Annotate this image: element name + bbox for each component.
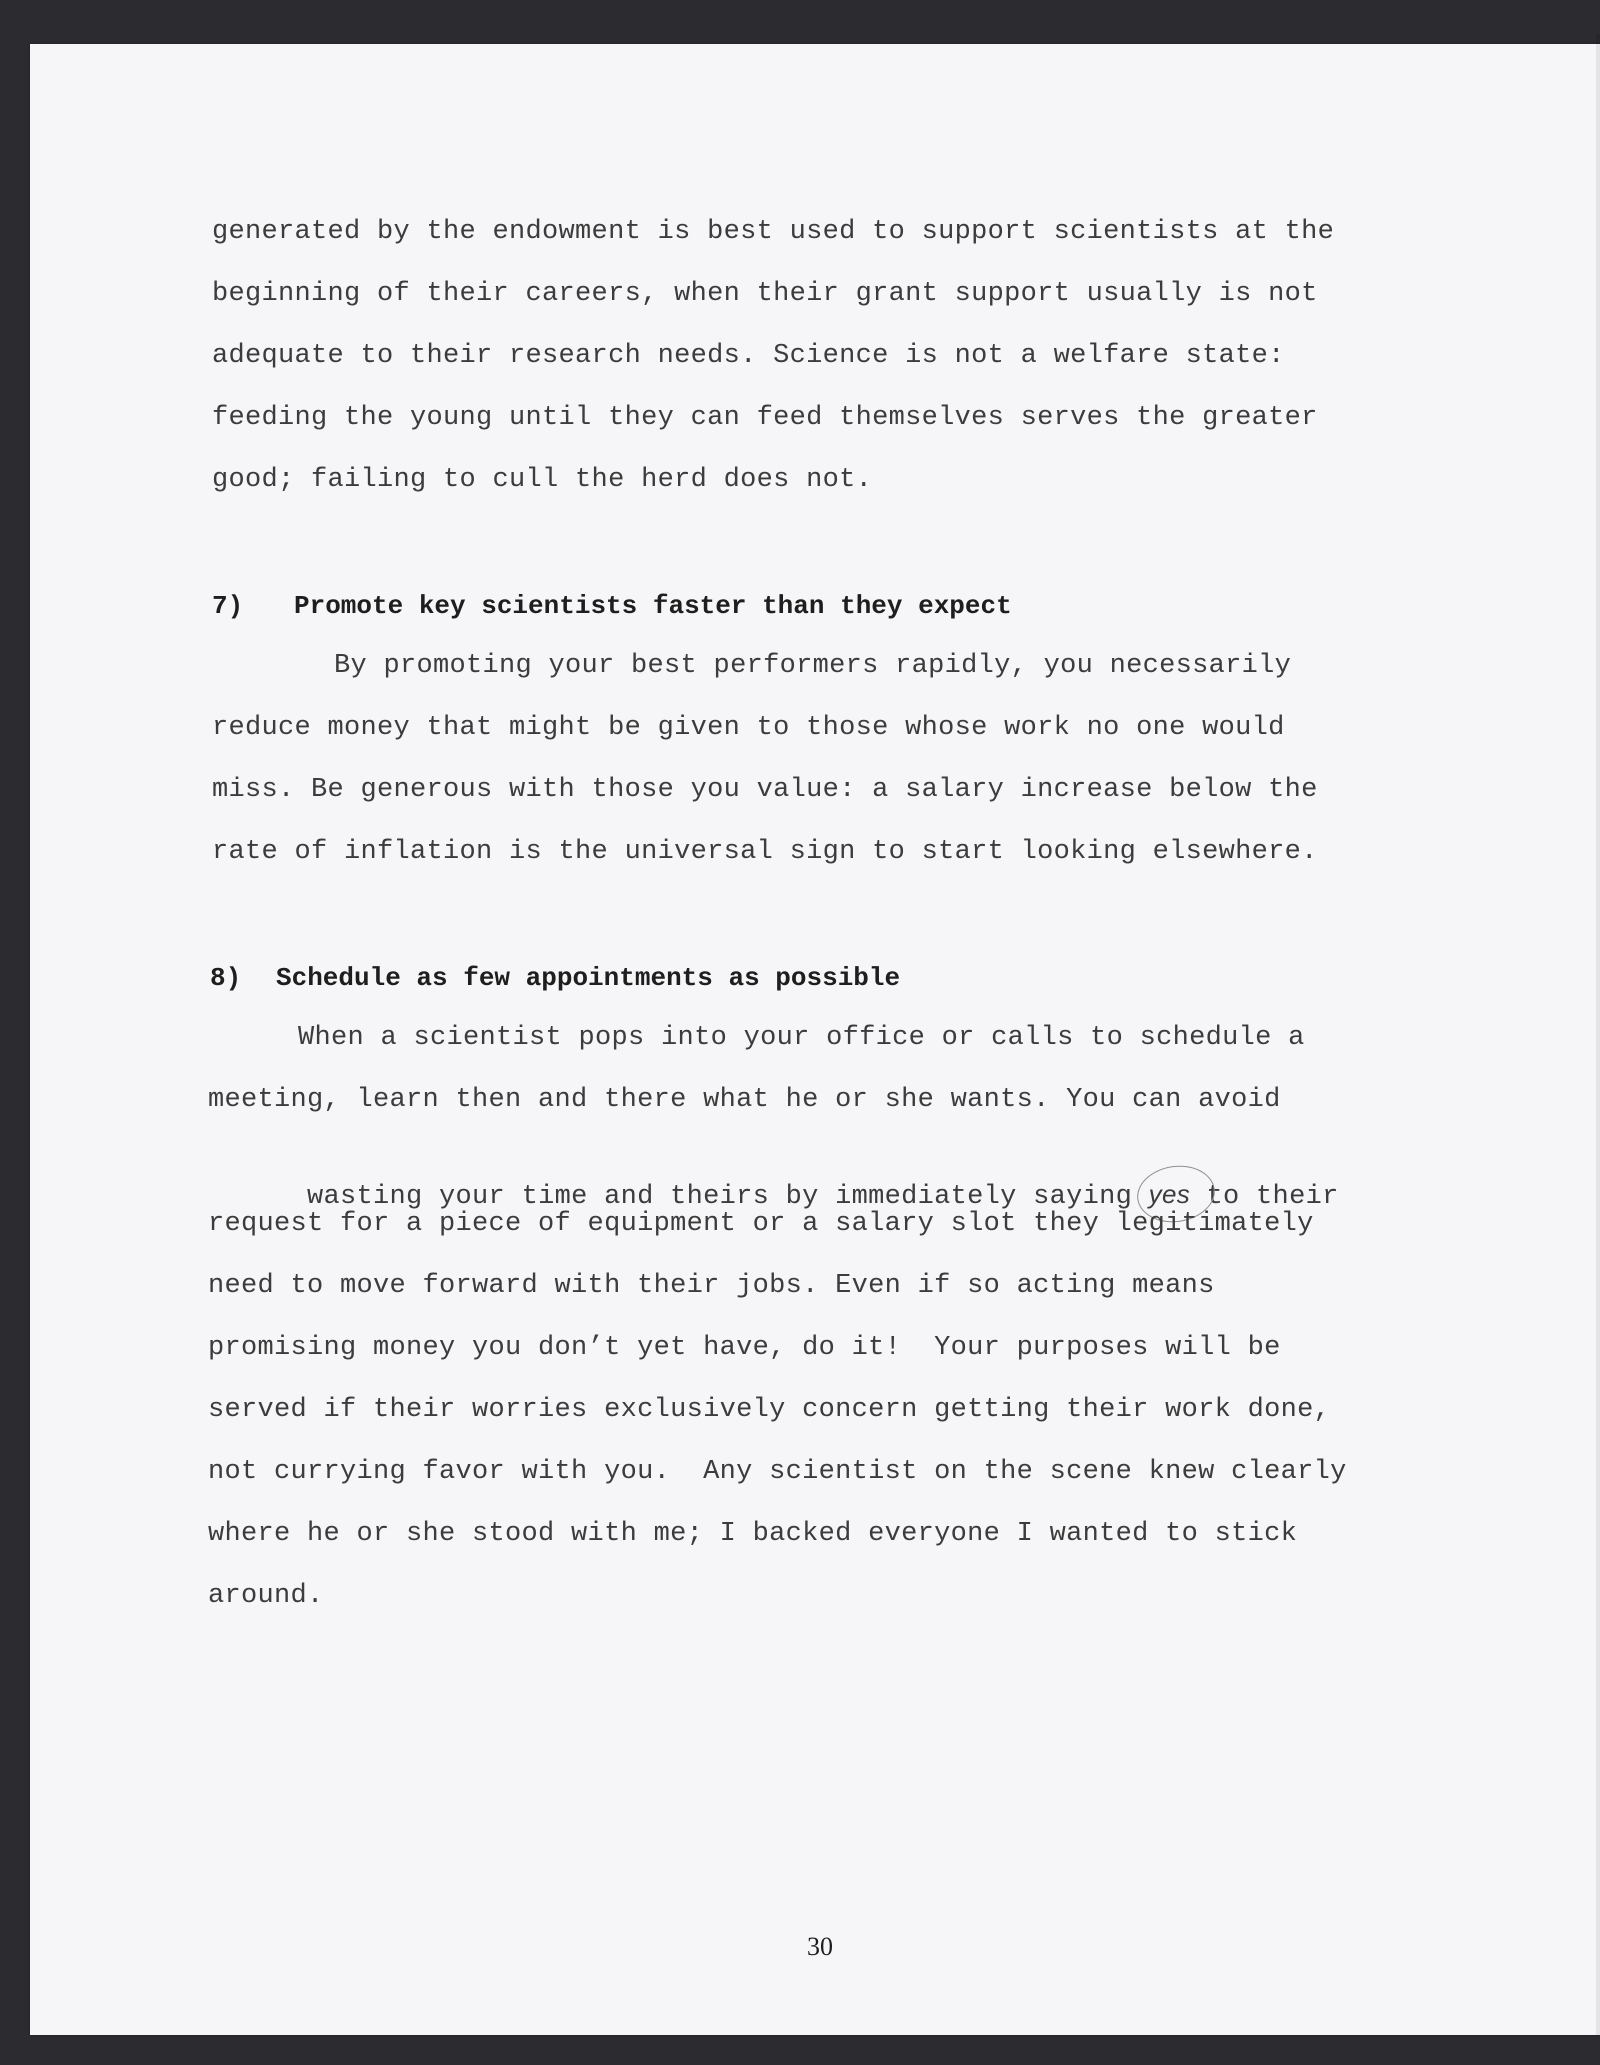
section-8-title: Schedule as few appointments as possible: [276, 963, 901, 993]
line-text-after: to their: [1190, 1182, 1339, 1212]
circled-word: [1149, 1178, 1190, 1210]
intro-line: feeding the young until they can feed themselves serves the greater: [212, 403, 1318, 433]
section-7-line: reduce money that might be given to those whose work no one would: [212, 713, 1285, 743]
section-7-number: 7): [212, 591, 244, 621]
page-number: 30: [807, 1932, 833, 1961]
circled-word-text: yes: [1148, 1179, 1191, 1209]
section-7-title: Promote key scientists faster than they expect: [294, 591, 1012, 621]
sheet-edge: [1596, 44, 1600, 2035]
section-8-line: where he or she stood with me; I backed everyone I wanted to stick: [208, 1519, 1298, 1549]
section-8-line: around.: [208, 1581, 324, 1611]
section-7-line: miss. Be generous with those you value: a salary increase below the: [212, 775, 1318, 805]
paper-sheet: [30, 44, 1600, 2035]
line-text-before: wasting your time and theirs by immediately saying: [307, 1182, 1149, 1212]
section-7-line: rate of inflation is the universal sign to start looking elsewhere.: [212, 837, 1318, 867]
intro-line: generated by the endowment is best used to support scientists at the: [212, 217, 1335, 247]
section-7-line: By promoting your best performers rapidly, you necessarily: [334, 651, 1292, 681]
intro-line: adequate to their research needs. Science is not a welfare state:: [212, 341, 1285, 371]
section-8-number: 8): [210, 963, 242, 993]
section-8-line: meeting, learn then and there what he or she wants. You can avoid: [208, 1085, 1281, 1115]
section-8-line: promising money you don’t yet have, do it! Your purposes will be: [208, 1333, 1281, 1363]
intro-line: beginning of their careers, when their grant support usually is not: [212, 279, 1318, 309]
intro-line: good; failing to cull the herd does not.: [212, 465, 873, 495]
section-8-line: need to move forward with their jobs. Even if so acting means: [208, 1271, 1215, 1301]
section-8-line: request for a piece of equipment or a salary slot they legitimately: [208, 1209, 1314, 1239]
section-8-line: When a scientist pops into your office or calls to schedule a: [298, 1023, 1305, 1053]
section-8-line: not currying favor with you. Any scientist on the scene knew clearly: [208, 1457, 1347, 1487]
section-8-line: served if their worries exclusively concern getting their work done,: [208, 1395, 1331, 1425]
